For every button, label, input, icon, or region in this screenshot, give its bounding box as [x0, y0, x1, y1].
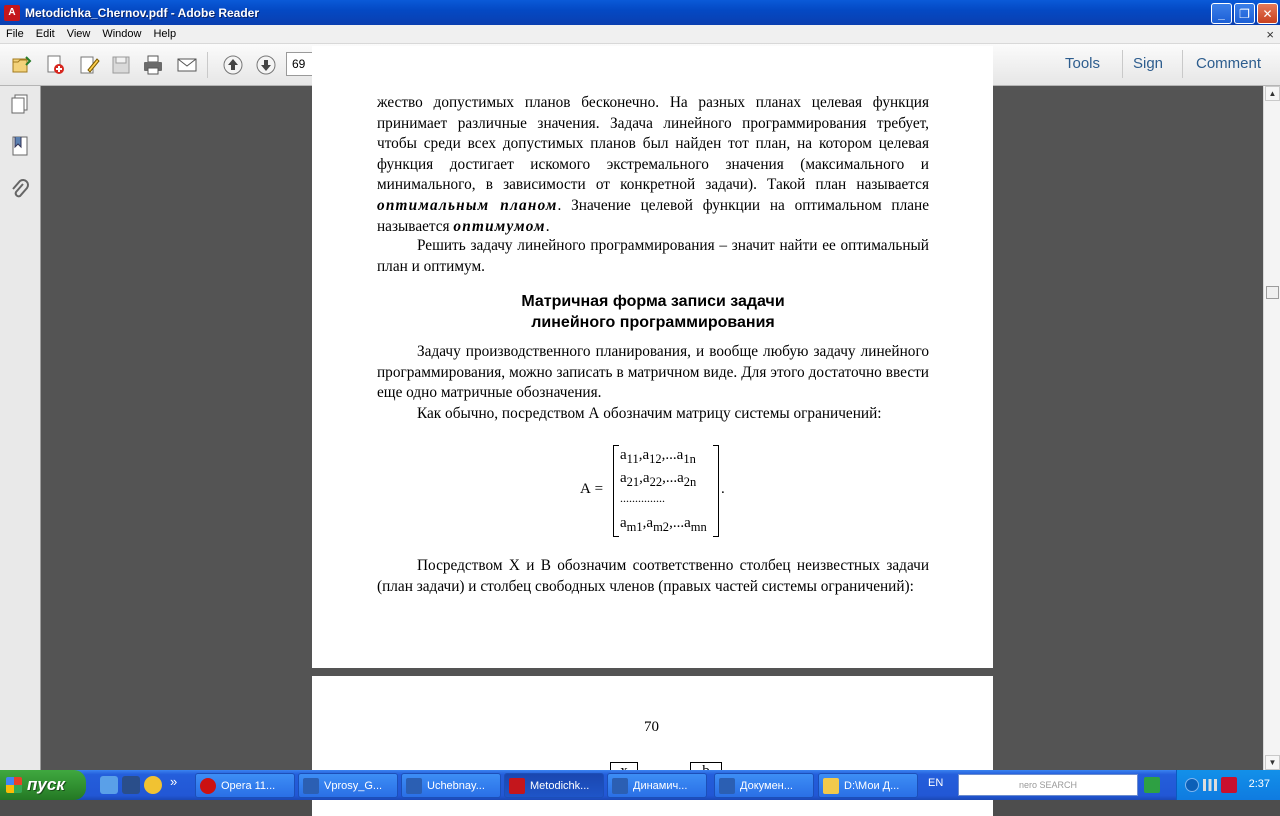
section-heading — [377, 291, 929, 333]
scroll-down-icon[interactable]: ▼ — [1265, 755, 1280, 770]
minimize-button[interactable]: _ — [1211, 3, 1232, 24]
word-icon — [303, 778, 319, 794]
print-icon[interactable] — [140, 52, 166, 78]
paragraph-text: жество допустимых планов бесконечно. На разных планах целевая функция принимает различные значения. Задача линейного программирования требует, чтобы среди всех допустимых планов был найден тот план, на котором целевая функция достигает искомого экстремального значения (максимального и минимального, в зависимости от конкретной задачи). Такой план называется — [377, 94, 929, 194]
menu-bar — [0, 25, 1280, 44]
paragraph-text: . — [545, 217, 550, 235]
menu-view[interactable]: View — [66, 28, 91, 40]
navigation-pane — [0, 86, 41, 770]
matrix-row: $a_{m1},a_{m2},...a_{mn}$ — [620, 515, 707, 534]
clock[interactable]: 2:37 — [1248, 778, 1270, 790]
vertical-scrollbar[interactable] — [1263, 86, 1280, 770]
task-label: Metodichk... — [530, 779, 590, 792]
comment-link[interactable]: Comment — [1196, 55, 1262, 72]
task-label: D:\Мои Д... — [844, 779, 900, 792]
open-icon[interactable] — [8, 52, 34, 78]
task-adobe-reader[interactable] — [504, 773, 604, 798]
create-pdf-icon[interactable] — [42, 52, 68, 78]
scrollbar-thumb[interactable] — [1266, 286, 1279, 299]
page-number: 70 — [644, 719, 659, 735]
paragraph-text: Решить задачу линейного программирования – значит найти ее оптимальный план и оптимум. — [377, 237, 929, 275]
restore-button[interactable]: ❐ — [1234, 3, 1255, 24]
menu-file[interactable]: File — [6, 28, 24, 40]
matrix-row: $a_{21},a_{22},...a_{2n}$ — [620, 470, 697, 489]
task-word-dokument[interactable] — [714, 773, 814, 798]
task-word-vprosy[interactable] — [298, 773, 398, 798]
task-opera[interactable] — [195, 773, 295, 798]
heading-line: линейного программирования — [531, 314, 775, 331]
start-label: пуск — [27, 775, 65, 794]
task-word-uchebnay[interactable] — [401, 773, 501, 798]
quicklaunch-icon[interactable] — [100, 776, 118, 794]
heading-line: Матричная форма записи задачи — [521, 293, 785, 310]
paragraph — [377, 93, 929, 237]
paragraph-text: . Значение целевой функции на оптимальном плане называется — [377, 196, 929, 235]
paragraph — [377, 236, 929, 277]
menu-edit[interactable]: Edit — [35, 28, 55, 40]
title-bar — [0, 0, 1280, 25]
paragraph — [377, 342, 929, 404]
task-label: Uchebnay... — [427, 779, 485, 792]
bookmarks-icon[interactable] — [8, 134, 32, 158]
matrix-right-bracket — [713, 445, 719, 537]
tools-link[interactable]: Tools — [1065, 55, 1101, 72]
sign-link[interactable]: Sign — [1133, 55, 1164, 72]
search-go-icon[interactable] — [1144, 777, 1160, 793]
task-explorer[interactable] — [818, 773, 918, 798]
network-icon[interactable] — [1221, 777, 1237, 793]
menu-help[interactable]: Help — [153, 28, 177, 40]
page-number-input[interactable]: 69 — [286, 52, 326, 76]
quicklaunch-more-icon[interactable]: » — [170, 774, 178, 789]
show-desktop-icon[interactable] — [122, 776, 140, 794]
edit-pdf-icon[interactable] — [76, 52, 102, 78]
toolbar-separator — [1122, 50, 1123, 78]
attachments-icon[interactable] — [8, 178, 32, 202]
matrix-row: $a_{11},a_{12},...a_{1n}$ — [620, 447, 696, 466]
paragraph — [377, 404, 929, 425]
windows-flag-icon — [6, 777, 22, 793]
document-view[interactable] — [41, 86, 1263, 770]
task-word-dinamich[interactable] — [607, 773, 707, 798]
task-label: Динамич... — [633, 779, 688, 792]
pdf-page — [312, 46, 993, 668]
scroll-up-icon[interactable]: ▲ — [1265, 86, 1280, 101]
email-icon[interactable] — [174, 52, 200, 78]
system-tray — [1176, 770, 1280, 800]
paragraph-text: Посредством X и B обозначим соответственно столбец неизвестных задачи (план задачи) и столбец свободных членов (правых частей системы ограничений): — [377, 557, 929, 595]
matrix-equation — [580, 445, 740, 541]
term-optimal-plan: оптимальным планом — [377, 196, 558, 214]
word-icon — [406, 778, 422, 794]
matrix-row: ............... — [620, 491, 665, 505]
matrix-lhs: А = — [580, 481, 604, 497]
menu-window[interactable]: Window — [102, 28, 142, 40]
quicklaunch-icon[interactable] — [144, 776, 162, 794]
folder-icon — [823, 778, 839, 794]
toolbar-separator — [1182, 50, 1183, 78]
paragraph-text: Задачу производственного планирования, и вообще любую задачу линейного программирования, можно записать в матричном виде. Для этого достаточно ввести еще одно матричные обозначения. — [377, 343, 929, 402]
adobe-reader-icon: A — [4, 5, 20, 21]
start-button[interactable] — [0, 770, 86, 800]
pdf-icon — [509, 778, 525, 794]
previous-page-icon[interactable] — [220, 52, 246, 78]
task-label: Докумен... — [740, 779, 793, 792]
window-title: Metodichka_Chernov.pdf - Adobe Reader — [25, 5, 260, 20]
toolbar-separator — [207, 52, 208, 78]
save-icon[interactable] — [108, 52, 134, 78]
close-button[interactable]: ✕ — [1257, 3, 1278, 24]
word-icon — [719, 778, 735, 794]
language-indicator[interactable]: EN — [928, 777, 944, 789]
page-thumbnails-icon[interactable] — [8, 92, 32, 116]
nero-search-box[interactable]: nero SEARCH — [958, 774, 1138, 796]
task-label: Opera 11... — [221, 779, 276, 792]
word-icon — [612, 778, 628, 794]
opera-icon — [200, 778, 216, 794]
next-page-icon[interactable] — [253, 52, 279, 78]
matrix-period: . — [721, 481, 725, 497]
paragraph-text: Как обычно, посредством А обозначим матрицу системы ограничений: — [417, 405, 882, 422]
task-label: Vprosy_G... — [324, 779, 383, 792]
tray-expand-icon[interactable] — [1185, 778, 1199, 792]
paragraph — [377, 556, 929, 597]
signal-icon[interactable] — [1203, 779, 1217, 791]
taskbar — [0, 770, 1280, 800]
document-close-icon[interactable]: × — [1266, 27, 1274, 42]
term-optimum: оптимумом — [453, 217, 546, 235]
matrix-left-bracket — [613, 445, 619, 537]
